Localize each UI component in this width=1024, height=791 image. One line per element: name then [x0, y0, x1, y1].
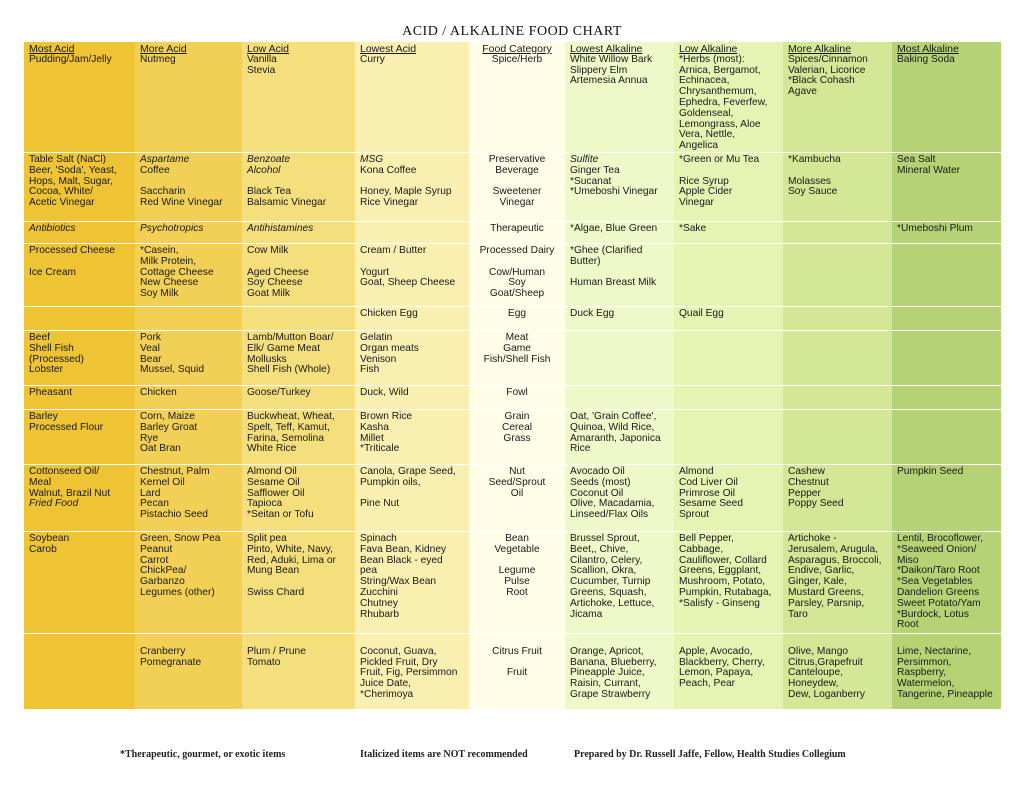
table-cell: [24, 307, 135, 331]
table-cell: [24, 386, 135, 410]
cell-text: Spice/Herb: [491, 53, 543, 65]
cell-text: *Umeboshi Plum: [897, 223, 973, 234]
table-cell: [674, 532, 783, 634]
table-cell: [783, 153, 892, 222]
cell-text: Preservative Beverage Sweetener Vinegar: [488, 154, 546, 209]
table-cell: [565, 634, 674, 710]
cell-text: Quail Egg: [679, 308, 724, 319]
table-cell: [135, 634, 242, 710]
table-cell: [135, 465, 242, 532]
cell-text: Sulfite: [570, 154, 599, 165]
cell-text: *Ghee (Clarified Butter) Human Breast Milk: [570, 245, 657, 289]
table-cell: [469, 331, 565, 386]
cell-text: White Willow Bark Slippery Elm Artemesia Annua: [570, 53, 653, 87]
cell-text: *Herbs (most): Arnica, Bergamot, Echinacea, Chrysanthemum, Ephedra, Feverfew, Goldenseal, Lemongrass, Aloe Vera, Nettle, Angelica: [679, 53, 768, 152]
table-cell: [892, 222, 1001, 244]
cell-text: Psychotropics: [140, 223, 204, 234]
cell-text-regular: Coffee Saccharin Red Wine Vinegar: [140, 164, 223, 209]
table-cell: [565, 153, 674, 222]
cell-text: Egg: [507, 308, 527, 319]
table-cell: [469, 386, 565, 410]
table-cell: [565, 386, 674, 410]
table-cell: [892, 465, 1001, 532]
table-cell: [242, 331, 355, 386]
table-cell: [135, 331, 242, 386]
cell-text: Artichoke - Jerusalem, Arugula, Asparagus, Broccoli, Endive, Garlic, Ginger, Kale, Mustard Greens, Parsley, Parsnip, Taro: [788, 533, 882, 620]
table-cell: [135, 222, 242, 244]
cell-text: Avocado Oil Seeds (most) Coconut Oil Olive, Macadamia, Linseed/Flax Oils: [570, 466, 655, 521]
column-header: Most Acid: [29, 43, 75, 55]
cell-text: *Casein, Milk Protein, Cottage Cheese New Cheese Soy Milk: [140, 245, 214, 300]
table-cell: [469, 244, 565, 307]
table-cell: [674, 244, 783, 307]
table-cell: [242, 153, 355, 222]
table-cell: [674, 222, 783, 244]
table-cell: [565, 244, 674, 307]
table-cell: [892, 244, 1001, 307]
cell-text: Bell Pepper, Cabbage, Cauliflower, Collard Greens, Eggplant, Mushroom, Potato, Pumpkin, Rutabaga, *Salisfy - Ginseng: [679, 533, 772, 609]
table-cell: [783, 634, 892, 710]
table-cell: [469, 222, 565, 244]
cell-text: Citrus Fruit Fruit: [492, 645, 542, 679]
cell-text: Pumpkin Seed: [897, 466, 964, 477]
cell-text: Almond Oil Sesame Oil Safflower Oil Tapioca *Seitan or Tofu: [247, 466, 314, 521]
cell-text: Almond Cod Liver Oil Primrose Oil Sesame Seed Sprout: [679, 466, 743, 521]
table-cell: [242, 244, 355, 307]
cell-text: Coconut, Guava, Pickled Fruit, Dry Fruit, Fig, Persimmon Juice Date, *Cherimoya: [360, 645, 458, 700]
cell-text: Curry: [360, 53, 385, 65]
table-cell: [565, 410, 674, 465]
cell-text: Barley Processed Flour: [29, 411, 104, 433]
column-header: More Alkaline: [788, 43, 852, 55]
cell-text: Duck Egg: [570, 308, 615, 319]
table-cell: [135, 244, 242, 307]
food-chart-table: [24, 42, 1001, 746]
table-cell: [24, 410, 135, 465]
cell-text: Soybean Carob: [29, 533, 70, 555]
table-cell: [135, 386, 242, 410]
cell-text: Grain Cereal Grass: [501, 411, 532, 444]
cell-text: Chicken: [140, 387, 177, 398]
cell-text: Duck, Wild: [360, 387, 409, 398]
table-cell: [355, 634, 469, 710]
cell-text: Lamb/Mutton Boar/ Elk/ Game Meat Mollusks Shell Fish (Whole): [247, 332, 334, 376]
table-cell: [674, 386, 783, 410]
cell-text: Corn, Maize Barley Groat Rye Oat Bran: [140, 411, 198, 455]
column-header: Lowest Alkaline: [570, 43, 643, 55]
cell-text: Brussel Sprout, Beet,, Chive, Cilantro, Celery, Scallion, Okra, Cucumber, Turnip Greens, Squash, Artichoke, Lettuce, Jicama: [570, 533, 655, 620]
table-cell: [355, 222, 469, 244]
table-cell: [469, 153, 565, 222]
cell-text: Pudding/Jam/Jelly: [29, 53, 112, 65]
cell-text: Lentil, Brocoflower, *Seaweed Onion/ Miso *Daikon/Taro Root *Sea Vegetables Dandelion Greens Sweet Potato/Yam *Burdock, Lotus Root: [897, 533, 984, 631]
table-cell: [892, 331, 1001, 386]
cell-text: Bean Vegetable Legume Pulse Root: [494, 533, 540, 598]
cell-text: *Algae, Blue Green: [570, 223, 658, 234]
table-cell: [674, 331, 783, 386]
table-cell: [355, 331, 469, 386]
table-cell: [783, 465, 892, 532]
cell-text: Oat, 'Grain Coffee', Quinoa, Wild Rice, Amaranth, Japonica Rice: [570, 411, 661, 455]
table-cell: [355, 244, 469, 307]
cell-text: Split pea Pinto, White, Navy, Red, Aduki, Lima or Mung Bean Swiss Chard: [247, 533, 336, 598]
table-cell: [674, 465, 783, 532]
table-cell: [355, 307, 469, 331]
cell-text: Green, Snow Pea Peanut Carrot ChickPea/ Garbanzo Legumes (other): [140, 533, 221, 598]
cell-text: Chestnut, Palm Kernel Oil Lard Pecan Pistachio Seed: [140, 466, 210, 521]
cell-text: Sea Salt Mineral Water: [897, 154, 961, 176]
table-cell: [783, 532, 892, 634]
cell-text: Gelatin Organ meats Venison Fish: [360, 332, 419, 376]
table-cell: [24, 222, 135, 244]
table-cell: [24, 532, 135, 634]
table-cell: [469, 465, 565, 532]
cell-text: Processed Dairy Cow/Human Soy Goat/Sheep: [479, 245, 555, 300]
table-cell: [892, 386, 1001, 410]
cell-text: Nut Seed/Sprout Oil: [488, 466, 546, 499]
cell-text: Buckwheat, Wheat, Spelt, Teff, Kamut, Farina, Semolina White Rice: [247, 411, 335, 455]
table-cell: [469, 410, 565, 465]
cell-text: Nutmeg: [140, 53, 176, 65]
cell-text-italic: Fried Food: [29, 498, 79, 510]
cell-text: Lime, Nectarine, Persimmon, Raspberry, Watermelon, Tangerine, Pineapple: [897, 645, 993, 700]
cell-text: Cranberry Pomegranate: [140, 645, 202, 668]
table-cell: [892, 42, 1001, 153]
table-cell: [242, 465, 355, 532]
table-cell: [24, 42, 135, 153]
table-cell: [24, 153, 135, 222]
table-cell: [135, 307, 242, 331]
table-cell: [565, 307, 674, 331]
column-header: Most Alkaline: [897, 43, 959, 55]
cell-text: Beef Shell Fish (Processed) Lobster: [29, 332, 84, 376]
table-cell: [355, 532, 469, 634]
table-cell: [892, 307, 1001, 331]
cell-text: Antibiotics: [29, 223, 76, 234]
cell-text: Pork Veal Bear Mussel, Squid: [140, 332, 204, 376]
cell-text: Processed Cheese Ice Cream: [29, 245, 116, 278]
table-cell: [565, 465, 674, 532]
table-cell: [783, 410, 892, 465]
cell-text: Canola, Grape Seed, Pumpkin oils, Pine Nut: [360, 466, 456, 510]
column-header: More Acid: [140, 43, 187, 55]
cell-text: Goose/Turkey: [247, 387, 311, 398]
cell-text-regular: Kona Coffee Honey, Maple Syrup Rice Vinegar: [360, 164, 452, 209]
table-cell: [565, 331, 674, 386]
cell-text: Cashew Chestnut Pepper Poppy Seed: [788, 466, 844, 510]
table-cell: [24, 634, 135, 710]
chart-title: ACID / ALKALINE FOOD CHART: [402, 24, 622, 39]
table-cell: [783, 331, 892, 386]
cell-text: Table Salt (NaCl) Beer, 'Soda', Yeast, Hops, Malt, Sugar, Cocoa, White/ Acetic Vinegar: [29, 154, 117, 209]
table-cell: [674, 153, 783, 222]
cell-text: Antihistamines: [247, 223, 314, 234]
cell-text: *Kambucha Molasses Soy Sauce: [788, 154, 841, 198]
column-header: Low Acid: [247, 43, 290, 55]
cell-text: *Green or Mu Tea Rice Syrup Apple Cider Vinegar: [679, 154, 760, 209]
table-cell: [242, 386, 355, 410]
table-cell: [783, 386, 892, 410]
footnote-italic: Italicized items are NOT recommended: [360, 749, 528, 760]
cell-text-regular: Black Tea Balsamic Vinegar: [247, 186, 327, 209]
cell-text: Benzoate Alcohol: [247, 154, 291, 176]
table-cell: [565, 532, 674, 634]
table-cell: [565, 222, 674, 244]
table-cell: [674, 410, 783, 465]
cell-text: Cow Milk Aged Cheese Soy Cheese Goat Milk: [247, 245, 309, 300]
table-cell: [783, 307, 892, 331]
table-cell: [674, 634, 783, 710]
table-cell: [355, 386, 469, 410]
cell-text: Baking Soda: [897, 53, 955, 65]
cell-text: Aspartame: [140, 154, 190, 165]
cell-text: Orange, Apricot, Banana, Blueberry, Pineapple Juice, Raisin, Currant, Grape Strawberry: [570, 645, 657, 700]
table-cell: [355, 410, 469, 465]
cell-text: Spinach Fava Bean, Kidney Bean Black - eyed pea String/Wax Bean Zucchini Chutney Rhubarb: [360, 533, 447, 620]
cell-text: Plum / Prune Tomato: [247, 645, 306, 668]
table-cell: [242, 634, 355, 710]
cell-text: Chicken Egg: [360, 308, 418, 319]
table-cell: [565, 42, 674, 153]
table-cell: [892, 634, 1001, 710]
table-cell: [469, 532, 565, 634]
table-cell: [355, 465, 469, 532]
cell-text: Therapeutic: [490, 223, 544, 234]
table-cell: [892, 153, 1001, 222]
table-cell: [135, 153, 242, 222]
table-cell: [892, 532, 1001, 634]
cell-text: Spices/Cinnamon Valerian, Licorice *Black Cohash Agave: [788, 53, 868, 98]
table-cell: [24, 465, 135, 532]
cell-text: Vanilla Stevia: [247, 53, 277, 76]
table-cell: [135, 410, 242, 465]
table-cell: [674, 42, 783, 153]
footnote-author: Prepared by Dr. Russell Jaffe, Fellow, Health Studies Collegium: [574, 749, 846, 760]
table-cell: [242, 42, 355, 153]
table-cell: [242, 307, 355, 331]
table-cell: [783, 222, 892, 244]
table-cell: [355, 153, 469, 222]
cell-text: Brown Rice Kasha Millet *Triticale: [360, 411, 413, 455]
cell-text: Meat Game Fish/Shell Fish: [483, 332, 551, 365]
table-cell: [892, 410, 1001, 465]
cell-text-regular: Ginger Tea *Sucanat *Umeboshi Vinegar: [570, 164, 658, 198]
footnote-therapeutic: *Therapeutic, gourmet, or exotic items: [120, 749, 286, 760]
cell-text: Pheasant: [29, 387, 73, 398]
cell-text: Cottonseed Oil/ Meal Walnut, Brazil Nut: [29, 466, 111, 499]
table-cell: [24, 331, 135, 386]
cell-text: *Sake: [679, 223, 707, 234]
table-cell: [135, 42, 242, 153]
table-cell: [242, 410, 355, 465]
table-cell: [355, 42, 469, 153]
column-header: Low Alkaline: [679, 43, 738, 55]
table-cell: [469, 634, 565, 710]
table-cell: [24, 244, 135, 307]
table-cell: [469, 42, 565, 153]
cell-text: MSG: [360, 154, 384, 165]
table-cell: [783, 244, 892, 307]
table-cell: [242, 222, 355, 244]
column-header: Lowest Acid: [360, 43, 417, 55]
table-cell: [135, 532, 242, 634]
cell-text: Fowl: [506, 387, 528, 398]
cell-text: Olive, Mango Citrus,Grapefruit Canteloupe, Honeydew, Dew, Loganberry: [788, 645, 866, 700]
table-cell: [469, 307, 565, 331]
cell-text: Apple, Avocado, Blackberry, Cherry, Lemon, Papaya, Peach, Pear: [679, 645, 765, 690]
table-cell: [674, 307, 783, 331]
table-cell: [783, 42, 892, 153]
cell-text: Cream / Butter Yogurt Goat, Sheep Cheese: [360, 245, 456, 289]
table-cell: [242, 532, 355, 634]
column-header: Food Category: [482, 43, 552, 55]
